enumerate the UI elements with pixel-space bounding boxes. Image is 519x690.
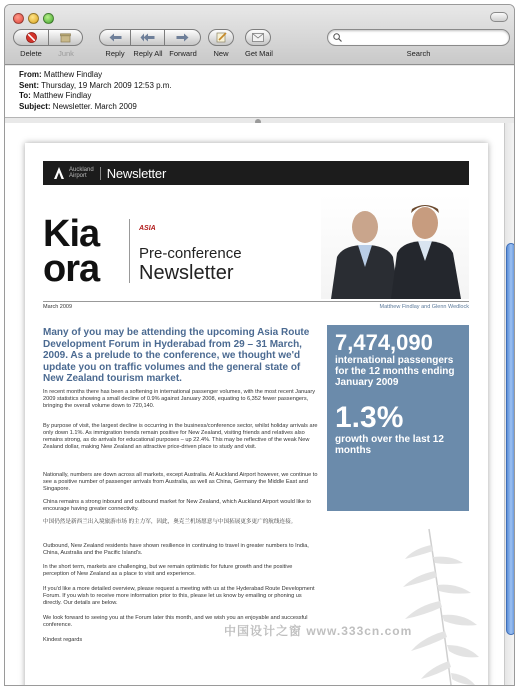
new-label: New	[213, 49, 229, 58]
zoom-window-button[interactable]	[43, 13, 54, 24]
minimize-window-button[interactable]	[28, 13, 39, 24]
scrollbar-thumb[interactable]	[506, 243, 515, 635]
paragraph-1: In recent months there has been a softening in international passenger volumes, with the most recent January 2009 statistics showing a small decline of 0.9% against January 2008, equating to 6,352 fewer passengers, bringing the overall volume down to 720,140.	[43, 389, 316, 409]
toolbar-toggle-button[interactable]	[490, 12, 508, 22]
forward-button[interactable]	[165, 29, 201, 58]
close-window-button[interactable]	[13, 13, 24, 24]
reply-all-arrow-icon	[140, 33, 155, 42]
paragraph-3: Nationally, numbers are down across all markets, except Australia. At Auckland Airport however, we continue to see a positive number of passenger arrivals from Australia, as well as China, Germany the Middle East and Singapore.	[43, 472, 318, 492]
message-headers	[5, 66, 514, 118]
silver-fern-icon	[393, 525, 483, 686]
toolbar	[5, 5, 514, 65]
reply-label: Reply	[105, 49, 125, 58]
get-mail-label: Get Mail	[245, 49, 273, 58]
intro-paragraph: Many of you may be attending the upcoming Asia Route Development Forum in Hyderabad from 29 – 31 March, 2009. As a prelude to the conference, we thought we'd update you on traffic volumes and the general state of New Zealand tourism market.	[43, 327, 310, 384]
mail-window	[4, 4, 515, 686]
kia-ora-heading: Kia ora	[43, 213, 100, 290]
to-value[interactable]: Matthew Findlay	[33, 91, 92, 100]
pre-conference-title: Pre-conference Newsletter	[139, 245, 242, 284]
paragraph-chinese: 中国仍然是新西兰出入境旅游市场 的主力军，因此，奥克兰机场愿意与中国拓展更多更广的航线连接。	[43, 519, 297, 525]
header-from: From: Matthew Findlay	[19, 70, 103, 79]
forward-arrow-icon	[176, 33, 189, 42]
passenger-count-text: international passengers for the 12 months ending January 2009	[335, 355, 455, 388]
search-input[interactable]	[346, 34, 496, 47]
auckland-airport-logo-icon	[53, 166, 65, 180]
asia-route-logo: ASIA	[139, 225, 156, 232]
get-mail-button[interactable]	[245, 29, 273, 58]
airport-brand: Auckland Airport	[69, 167, 101, 180]
growth-text: growth over the last 12 months	[335, 434, 444, 456]
header-sent: Sent: Thursday, 19 March 2009 12:53 p.m.	[19, 80, 172, 90]
search-label: Search	[406, 49, 431, 58]
message-body	[5, 123, 515, 686]
newsletter-header-bar	[43, 161, 469, 185]
junk-icon	[60, 33, 71, 43]
paragraph-6: In the short term, markets are challenging, but we remain optimistic for future growth and the positive perception of New Zealand as a place to visit and experience.	[43, 564, 293, 577]
newsletter-bar-title: Newsletter	[106, 165, 167, 181]
junk-button[interactable]	[49, 29, 83, 58]
sent-value: Thursday, 19 March 2009 12:53 p.m.	[41, 80, 172, 90]
compose-pencil-icon	[216, 32, 227, 43]
paragraph-8: We look forward to seeing you at the Forum later this month, and we wish you an enjoyable and successful conference.	[43, 615, 308, 628]
subject-value: Newsletter. March 2009	[52, 101, 137, 111]
passenger-count: 7,474,090	[335, 330, 433, 355]
junk-label: Junk	[58, 49, 74, 58]
search-area	[327, 29, 510, 58]
from-value[interactable]: Matthew Findlay	[43, 70, 103, 79]
get-mail-envelope-icon	[252, 33, 264, 42]
vertical-scrollbar[interactable]	[504, 123, 515, 686]
paragraph-7: If you'd like a more detailed overview, please request a meeting with us at the Hyderabad Route Development Forum. If you wish to receive more information prior to this, please let us know by emailing or phoning us directly. Our details are below.	[43, 586, 315, 606]
paragraph-4: China remains a strong inbound and outbound market for New Zealand, which Auckland Airport would like to encourage having greater connectivity.	[43, 499, 312, 512]
header-to: To: Matthew Findlay	[19, 91, 92, 100]
paragraph-5: Outbound, New Zealand residents have shown resilience in continuing to travel in greater numbers to India, China, Australia and the Pacific Island's.	[43, 543, 309, 556]
growth-percent: 1.3%	[335, 401, 404, 434]
stats-box	[327, 325, 469, 511]
date-row	[43, 301, 469, 310]
heading-divider	[129, 219, 130, 283]
photo-two-men	[321, 195, 469, 299]
header-subject: Subject: Newsletter. March 2009	[19, 101, 137, 111]
delete-button[interactable]	[13, 29, 49, 58]
reply-arrow-icon	[109, 33, 122, 42]
delete-icon	[26, 32, 37, 43]
search-field[interactable]	[327, 29, 510, 46]
forward-label: Forward	[169, 49, 197, 58]
delete-label: Delete	[20, 49, 42, 58]
new-message-button[interactable]	[208, 29, 234, 58]
newsletter	[25, 143, 488, 686]
closing: Kindest regards	[43, 637, 83, 643]
window-controls	[13, 13, 54, 24]
watermark-text: 中国设计之窗 www.333cn.com	[224, 624, 413, 638]
photo-caption: Matthew Findlay and Glenn Wedlock	[379, 304, 469, 310]
reply-button[interactable]	[99, 29, 131, 58]
issue-date: March 2009	[43, 304, 73, 310]
reply-all-button[interactable]	[131, 29, 165, 58]
paragraph-2: By purpose of visit, the largest decline is occurring in the business/conference sector, whilst holiday arrivals are only down 1.1%. As immigration trends remain positive for New Zealand, visiting friends and relatives also remains strong, as do arrivals for educational purposes – up 22.4%. This may be reflective of the weak New Zealand dollar, making New Zealand an attractive price-driven place to study and visit.	[43, 423, 318, 450]
reply-all-label: Reply All	[133, 49, 163, 58]
search-icon	[333, 33, 342, 42]
